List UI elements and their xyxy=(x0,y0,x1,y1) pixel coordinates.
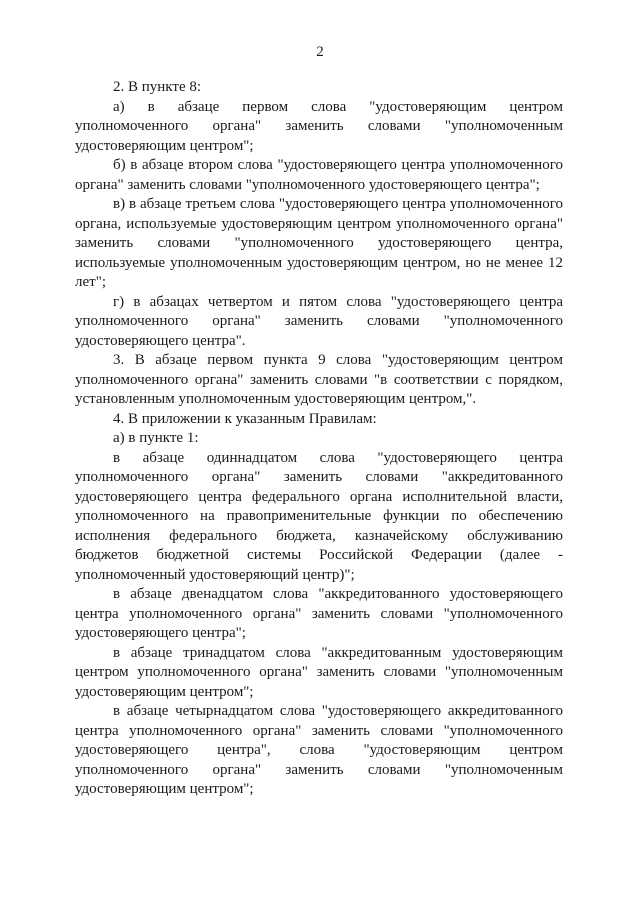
abzac-13-change: в абзаце тринадцатом слова "аккредитованным удостоверяющим центром уполномоченного органа" заменить словами "уполномоченным удостоверяющим центром"; xyxy=(75,644,563,700)
abzac-14-change: в абзаце четырнадцатом слова "удостоверяющего аккредитованного центра уполномоченного органа" заменить словами "уполномоченного удостоверяющего центра", слова "удостоверяющим центром уполномоченного органа" заменить словами "уполномоченным удостоверяющим центром"; xyxy=(75,703,563,797)
subparagraph-b: б) в абзаце втором слова "удостоверяющего центра уполномоченного органа" заменить словами "уполномоченного удостоверяющего центра"; xyxy=(75,157,563,193)
paragraph-item-2: 2. В пункте 8: xyxy=(113,79,202,95)
subparagraph-v: в) в абзаце третьем слова "удостоверяющего центра уполномоченного органа, используемые удостоверяющим центром уполномоченного органа" заменить словами "уполномоченного удостоверяющего центра, используемые уполномоченным удостоверяющим центром, но не менее 12 лет"; xyxy=(75,196,563,290)
page-number: 2 xyxy=(316,44,324,60)
paragraph-item-4: 4. В приложении к указанным Правилам: xyxy=(113,410,377,427)
document-body xyxy=(75,78,563,800)
abzac-12-change: в абзаце двенадцатом слова "аккредитованного удостоверяющего центра уполномоченного органа" заменить словами "уполномоченного удостоверяющего центра"; xyxy=(75,586,563,641)
subparagraph-g: г) в абзацах четвертом и пятом слова "удостоверяющего центра уполномоченного органа" заменить словами "уполномоченного удостоверяющего центра". xyxy=(75,293,563,349)
paragraph-item-3: 3. В абзаце первом пункта 9 слова "удостоверяющим центром уполномоченного органа" заменить словами "в соответствии с порядком, установленным уполномоченным удостоверяющим центром,". xyxy=(75,352,563,407)
subparagraph-a-point-1: а) в пункте 1: xyxy=(113,430,199,446)
abzac-11-change: в абзаце одиннадцатом слова "удостоверяющего центра уполномоченного органа" заменить словами "аккредитованного удостоверяющего центра федерального органа исполнительной власти, уполномоченного на правоприменительные функции по обеспечению исполнения федерального бюджета, казначейскому обслуживанию бюджетов бюджетной системы Российской Федерации (далее - уполномоченный удостоверяющий центр)"; xyxy=(75,449,563,583)
subparagraph-a: а) в абзаце первом слова "удостоверяющим центром уполномоченного органа" заменить словами "уполномоченным удостоверяющим центром"; xyxy=(75,98,563,154)
